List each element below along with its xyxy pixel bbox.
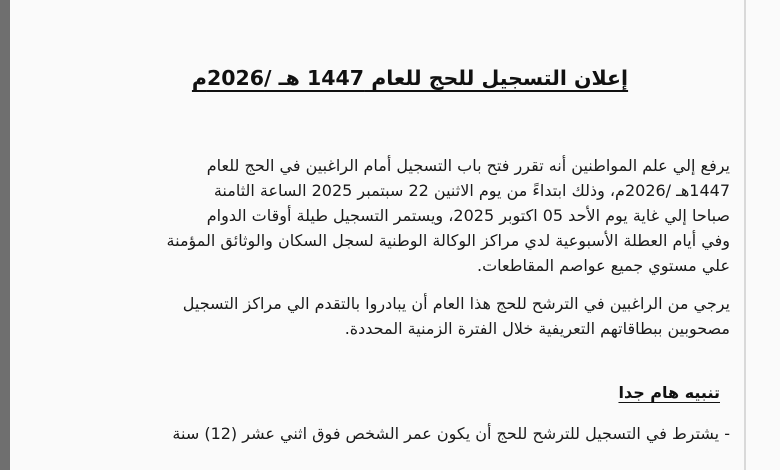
paragraph-line: صباحا إلي غاية يوم الأحد 05 اكتوبر 2025، ويستمر التسجيل طيلة أوقات الدوام — [206, 206, 730, 225]
paragraph-line: مصحوبين ببطاقاتهم التعريفية خلال الفترة الزمنية المحددة. — [344, 319, 730, 338]
paragraph-line: وفي أيام العطلة الأسبوعية لدي مراكز الوكالة الوطنية لسجل السكان والوثائق المؤمنة — [166, 231, 730, 250]
condition-item: - يشترط في التسجيل للترشح للحج أن يكون عمر الشخص فوق اثني عشر (12) سنة — [172, 424, 730, 443]
paragraph-line: 1447هـ /2026م، وذلك ابتداءً من يوم الاثنين 22 سبتمبر 2025 الساعة الثامنة — [213, 181, 730, 200]
page-fold-line — [744, 0, 746, 470]
paragraph-line: يرفع إلي علم المواطنين أنه تقرر فتح باب التسجيل أمام الراغبين في الحج للعام — [206, 156, 730, 175]
paragraph-line: يرجي من الراغبين في الترشح للحج هذا العام أن يبادروا بالتقدم الي مراكز التسجيل — [182, 294, 730, 313]
request-paragraph — [130, 291, 730, 341]
document-page — [10, 0, 780, 470]
document-title: إعلان التسجيل للحج للعام 1447 هـ /2026م — [191, 66, 629, 90]
paragraph-line: علي مستوي جميع عواصم المقاطعات. — [477, 256, 730, 275]
announcement-paragraph — [130, 153, 730, 278]
notice-heading: تنبيه هام جدا — [618, 383, 720, 402]
